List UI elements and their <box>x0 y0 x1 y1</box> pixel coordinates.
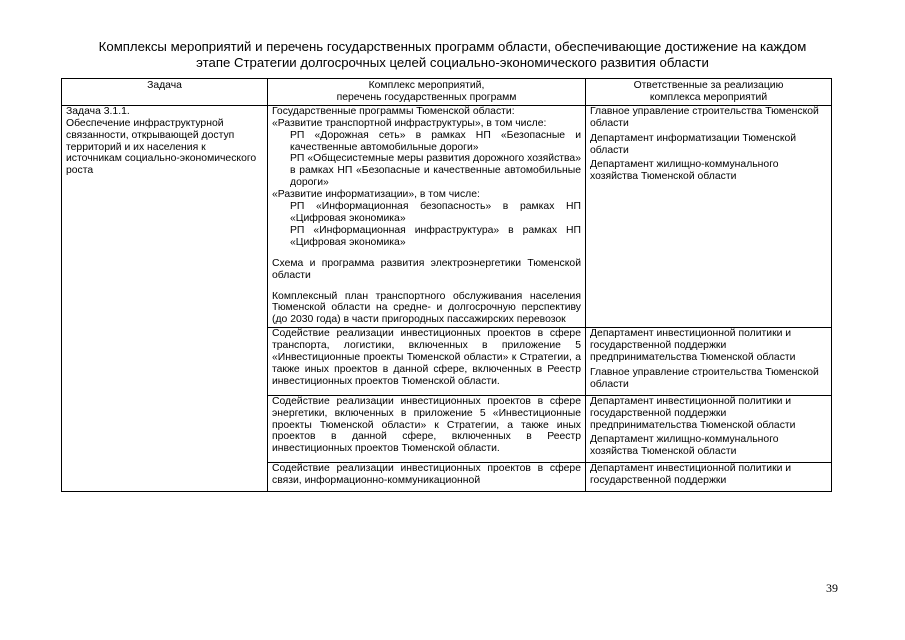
responsible-cell <box>586 328 832 396</box>
table-header-row <box>62 79 832 106</box>
task-cell <box>62 105 268 491</box>
responsible-cell <box>586 105 832 327</box>
responsible-cell <box>586 463 832 492</box>
responsible-item: Департамент информатизации Тюменской области <box>590 132 797 156</box>
program-informatization: «Развитие информатизации», в том числе: <box>272 189 480 201</box>
page-title-line2: этапе Стратегии долгосрочных целей социально-экономического развития области <box>196 55 709 70</box>
responsible-item: Департамент инвестиционной политики и государственной поддержки предпринимательства Тюменской области <box>590 395 796 431</box>
responsible-item: Департамент инвестиционной политики и государственной поддержки <box>590 463 792 487</box>
page-title-line1: Комплексы мероприятий и перечень государственных программ области, обеспечивающие достижение на каждом <box>98 39 807 54</box>
responsible-item: Главное управление строительства Тюменской области <box>590 366 819 390</box>
responsible-item: Департамент инвестиционной политики и государственной поддержки предпринимательства Тюменской области <box>590 328 796 364</box>
page-title <box>40 39 865 71</box>
header-task: Задача <box>62 79 268 106</box>
subproject-item: РП «Информационная безопасность» в рамках НП «Цифровая экономика» <box>290 201 581 224</box>
programs-cell: Содействие реализации инвестиционных проектов в сфере энергетики, включенных в приложение 5 «Инвестиционные проекты Тюменской области» к Стратегии, а также иных проектов в данной сфере, включенных в Реестр инвестиционных проектов Тюменской области. <box>268 395 586 463</box>
header-responsible: Ответственные за реализацию комплекса мероприятий <box>586 79 832 106</box>
program-transport: «Развитие транспортной инфраструктуры», в том числе: <box>272 117 547 129</box>
measures-table <box>61 78 832 492</box>
subproject-item: РП «Общесистемные меры развития дорожного хозяйства» в рамках НП «Безопасные и качественные автомобильные дороги» <box>290 153 581 189</box>
programs-cell: Содействие реализации инвестиционных проектов в сфере транспорта, логистики, включенных в приложение 5 «Инвестиционные проекты Тюменской области» к Стратегии, а также иных проектов в данной сфере, включенных в Реестр инвестиционных проектов Тюменской области. <box>268 328 586 396</box>
responsible-item: Главное управление строительства Тюменской области <box>590 105 819 129</box>
programs-intro: Государственные программы Тюменской области: <box>272 105 515 117</box>
table-row <box>62 105 832 327</box>
responsible-item: Департамент жилищно-коммунального хозяйства Тюменской области <box>590 434 779 458</box>
energy-scheme: Схема и программа развития электроэнергетики Тюменской области <box>272 257 581 281</box>
responsible-cell <box>586 395 832 463</box>
transport-plan: Комплексный план транспортного обслуживания населения Тюменской области на средне- и долгосрочную перспективу (до 2030 года) в части пригородных пассажирских перевозок <box>272 290 581 326</box>
subproject-item: РП «Дорожная сеть» в рамках НП «Безопасные и качественные автомобильные дороги» <box>290 129 581 153</box>
programs-cell: Содействие реализации инвестиционных проектов в сфере связи, информационно-коммуникационной <box>268 463 586 492</box>
header-programs: Комплекс мероприятий, перечень государственных программ <box>268 79 586 106</box>
responsible-item: Департамент жилищно-коммунального хозяйства Тюменской области <box>590 159 779 183</box>
task-code: Задача 3.1.1. <box>66 105 130 117</box>
page-number: 39 <box>826 581 838 595</box>
programs-cell <box>268 105 586 327</box>
subproject-item: РП «Информационная инфраструктура» в рамках НП «Цифровая экономика» <box>290 224 581 248</box>
task-text: Обеспечение инфраструктурной связанности, открывающей доступ территорий и их населения к источникам социально-экономического роста <box>66 117 257 177</box>
